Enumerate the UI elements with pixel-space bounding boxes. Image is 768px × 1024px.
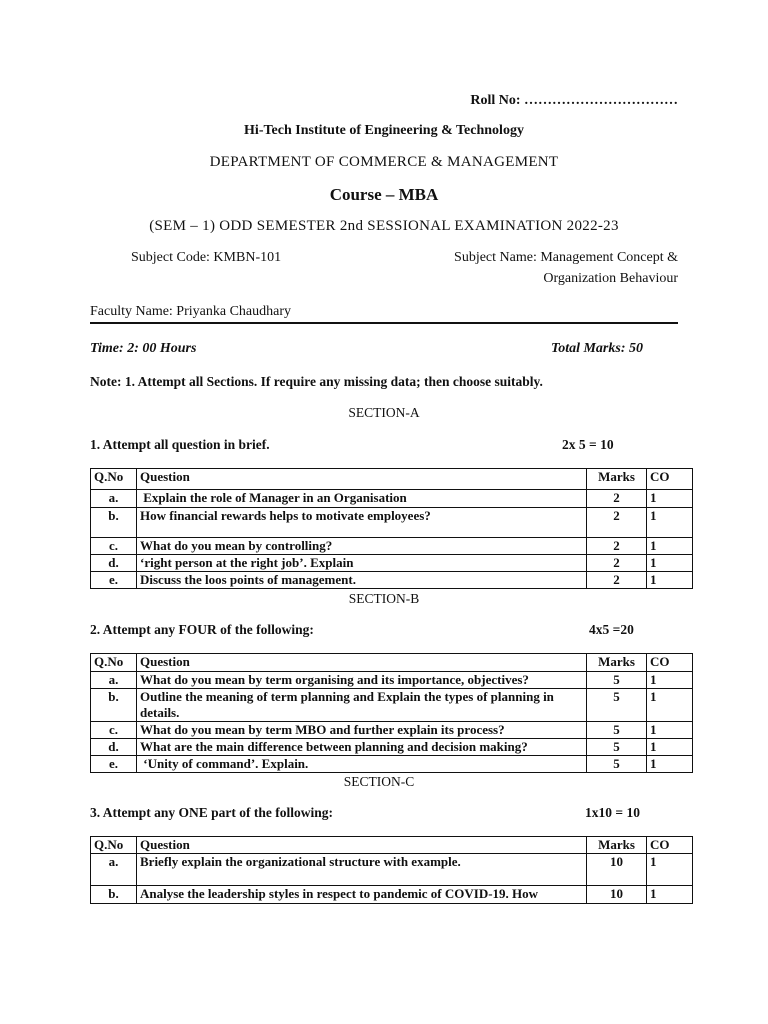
section-c-marks: 1x10 = 10 (585, 805, 640, 820)
question-header: Question (137, 837, 587, 854)
subject-name-line2: Organization Behaviour (543, 271, 678, 286)
question-text: What do you mean by term MBO and further explain its process? (137, 722, 587, 739)
section-b-marks: 4x5 =20 (589, 622, 634, 637)
question-text: Discuss the loos points of management. (137, 572, 587, 589)
question-marks: 10 (587, 886, 647, 904)
question-number: b. (91, 508, 137, 538)
semester-title: (SEM – 1) ODD SEMESTER 2nd SESSIONAL EXAMINATION 2022-23 (149, 218, 619, 234)
section-b-table (90, 653, 693, 773)
subject-name-line1: Subject Name: Management Concept & (454, 250, 678, 265)
question-number: b. (91, 689, 137, 722)
table-row (91, 689, 693, 722)
section-a-marks: 2x 5 = 10 (562, 437, 614, 452)
marks-header: Marks (587, 469, 647, 490)
marks-header: Marks (587, 654, 647, 672)
question-text: What do you mean by controlling? (137, 538, 587, 555)
question-marks: 2 (587, 538, 647, 555)
question-number: e. (91, 572, 137, 589)
question-number: a. (91, 672, 137, 689)
question-co: 1 (647, 739, 693, 756)
table-row (91, 555, 693, 572)
question-co: 1 (647, 886, 693, 904)
question-marks: 2 (587, 572, 647, 589)
question-co: 1 (647, 572, 693, 589)
question-text: ‘right person at the right job’. Explain (137, 555, 587, 572)
table-row (91, 508, 693, 538)
question-text: How financial rewards helps to motivate employees? (137, 508, 587, 538)
question-co: 1 (647, 490, 693, 508)
section-c-table (90, 836, 693, 904)
question-number: c. (91, 722, 137, 739)
question-text: Analyse the leadership styles in respect to pandemic of COVID-19. How (137, 886, 587, 904)
table-row (91, 886, 693, 904)
table-header-row (91, 469, 693, 490)
qno-header: Q.No (91, 469, 137, 490)
marks-header: Marks (587, 837, 647, 854)
faculty-name: Faculty Name: Priyanka Chaudhary (90, 304, 292, 319)
section-a-instruction: 1. Attempt all question in brief. (90, 437, 270, 452)
question-marks: 10 (587, 854, 647, 886)
question-co: 1 (647, 689, 693, 722)
co-header: CO (647, 654, 693, 672)
question-number: d. (91, 555, 137, 572)
question-marks: 2 (587, 508, 647, 538)
qno-header: Q.No (91, 837, 137, 854)
question-marks: 5 (587, 722, 647, 739)
question-co: 1 (647, 672, 693, 689)
question-number: c. (91, 538, 137, 555)
question-co: 1 (647, 555, 693, 572)
question-marks: 2 (587, 555, 647, 572)
question-text: What do you mean by term organising and its importance, objectives? (137, 672, 587, 689)
question-header: Question (137, 469, 587, 490)
course-title: Course – MBA (329, 185, 439, 204)
table-row (91, 672, 693, 689)
co-header: CO (647, 837, 693, 854)
question-number: e. (91, 756, 137, 773)
question-marks: 5 (587, 689, 647, 722)
question-text: What are the main difference between planning and decision making? (137, 739, 587, 756)
exam-note: Note: 1. Attempt all Sections. If require any missing data; then choose suitably. (90, 374, 543, 389)
table-row (91, 739, 693, 756)
table-header-row (91, 654, 693, 672)
question-header: Question (137, 654, 587, 672)
question-text: Briefly explain the organizational structure with example. (137, 854, 587, 886)
question-co: 1 (647, 538, 693, 555)
co-header: CO (647, 469, 693, 490)
question-marks: 5 (587, 672, 647, 689)
table-row (91, 756, 693, 773)
department-name: DEPARTMENT OF COMMERCE & MANAGEMENT (209, 154, 559, 170)
qno-header: Q.No (91, 654, 137, 672)
section-a-title: SECTION-A (348, 405, 420, 420)
section-b-title: SECTION-B (348, 591, 420, 606)
institute-name: Hi-Tech Institute of Engineering & Technology (244, 123, 524, 138)
total-marks: Total Marks: 50 (550, 341, 643, 356)
subject-code: Subject Code: KMBN-101 (131, 250, 282, 265)
table-row (91, 854, 693, 886)
section-c-title: SECTION-C (343, 774, 415, 789)
question-co: 1 (647, 722, 693, 739)
question-marks: 2 (587, 490, 647, 508)
table-header-row (91, 837, 693, 854)
question-co: 1 (647, 756, 693, 773)
header-divider (90, 322, 678, 324)
question-text: ‘Unity of command’. Explain. (137, 756, 587, 773)
exam-time: Time: 2: 00 Hours (90, 341, 197, 356)
question-number: a. (91, 490, 137, 508)
question-number: d. (91, 739, 137, 756)
roll-no: Roll No: …………………………… (470, 93, 678, 108)
question-marks: 5 (587, 739, 647, 756)
question-co: 1 (647, 508, 693, 538)
question-co: 1 (647, 854, 693, 886)
table-row (91, 722, 693, 739)
question-text: Explain the role of Manager in an Organisation (137, 490, 587, 508)
section-c-instruction: 3. Attempt any ONE part of the following: (90, 805, 333, 820)
question-marks: 5 (587, 756, 647, 773)
question-text: Outline the meaning of term planning and Explain the types of planning in details. (137, 689, 587, 722)
section-b-instruction: 2. Attempt any FOUR of the following: (90, 622, 314, 637)
table-row (91, 490, 693, 508)
section-a-table (90, 468, 693, 589)
question-number: a. (91, 854, 137, 886)
question-number: b. (91, 886, 137, 904)
table-row (91, 538, 693, 555)
table-row (91, 572, 693, 589)
